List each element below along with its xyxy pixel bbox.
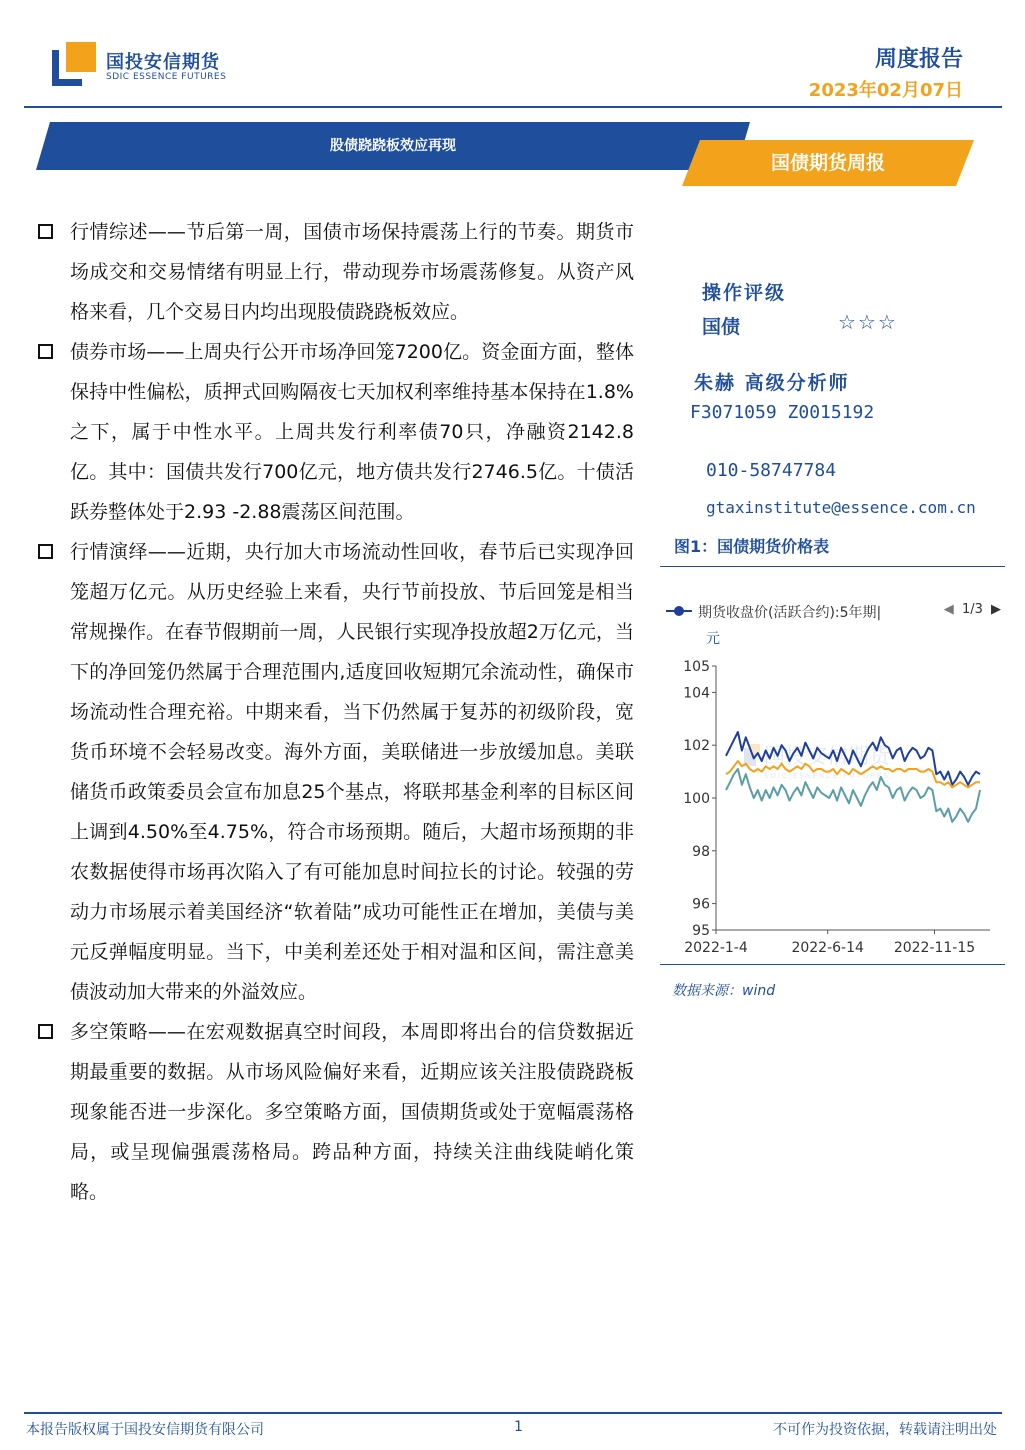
header-divider: [24, 106, 1002, 108]
square-bullet-icon: [38, 224, 53, 239]
paragraph-bond-market: [36, 332, 634, 532]
figure-divider-bottom: [660, 964, 1005, 965]
legend-line-marker-icon: [666, 604, 692, 618]
figure-divider-top: [660, 566, 1005, 567]
legend-page-count: 1/3: [961, 602, 983, 617]
logo-cn-text: 国投安信期货: [106, 52, 220, 73]
square-bullet-icon: [38, 1024, 53, 1039]
paragraph-text: 行情演绎——近期，央行加大市场流动性回收，春节后已实现净回笼超万亿元。从历史经验上来看，央行节前投放、节后回笼是相当常规操作。在春节假期前一周，人民银行实现净投放超2万亿元，当下的净回笼仍然属于合理范围内,适度回收短期冗余流动性，确保市场流动性合理充裕。中期来看，当下仍然属于复苏的初级阶段，宽货币环境不会轻易改变。海外方面，美联储进一步放缓加息。美联储货币政策委员会宣布加息25个基点，将联邦基金利率的目标区间上调到4.50%至4.75%，符合市场预期。随后，大超市场预期的非农数据使得市场再次陷入了有可能加息时间拉长的讨论。较强的劳动力市场展示着美国经济“软着陆”成功可能性正在增加，美债与美元反弹幅度明显。当下，中美利差还处于相对温和区间，需注意美债波动加大带来的外溢效应。: [70, 541, 634, 1003]
footer-copyright: 本报告版权属于国投安信期货有限公司: [26, 1422, 264, 1438]
watermark-text: 国投安信期货: [764, 744, 890, 768]
legend-series-label: 期货收盘价(活跃合约):5年期|: [698, 605, 882, 621]
legend-prev-icon[interactable]: ◀: [943, 602, 954, 617]
paragraph-strategy: [36, 1012, 634, 1212]
y-tick-label: 100: [683, 791, 710, 807]
x-tick-label: 2022-1-4: [684, 940, 748, 956]
futures-price-chart: [660, 594, 1005, 964]
paragraph-text: 债券市场——上周央行公开市场净回笼7200亿。资金面方面，整体保持中性偏松，质押式回购隔夜七天加权利率维持基本保持在1.8%之下，属于中性水平。上周共发行利率债70只，净融资2142.8亿。其中：国债共发行700亿元，地方债共发行2746.5亿。十债活跃券整体处于2.93 -2.88震荡区间范围。: [70, 341, 634, 523]
paragraph-market-summary: [36, 212, 634, 332]
logo-mark-icon: [52, 42, 96, 86]
report-title: 股债跷跷板效应再现: [330, 138, 456, 154]
chart-plot: [660, 650, 1005, 964]
report-category: 国债期货周报: [770, 152, 885, 174]
legend-next-icon[interactable]: ▶: [991, 602, 1001, 617]
chart-unit-label: 元: [706, 631, 720, 647]
y-tick-label: 104: [683, 685, 710, 702]
analyst-email[interactable]: gtaxinstitute@essence.com.cn: [706, 498, 976, 517]
y-tick-label: 105: [683, 659, 710, 675]
company-logo: [52, 40, 232, 88]
analyst-phone: 010-58747784: [706, 460, 837, 481]
rating-label: 操作评级: [702, 282, 787, 304]
report-date: 2023年02月07日: [808, 80, 963, 101]
report-body: [36, 212, 634, 1212]
y-tick-label: 95: [692, 923, 710, 939]
x-tick-label: 2022-6-14: [791, 940, 864, 956]
y-tick-label: 98: [692, 843, 710, 860]
paragraph-text: 行情综述——节后第一周，国债市场保持震荡上行的节奏。期货市场成交和交易情绪有明显上行，带动现券市场震荡修复。从资产风格来看，几个交易日内均出现股债跷跷板效应。: [70, 221, 634, 323]
rating-stars-icon: ☆☆☆: [838, 310, 898, 334]
legend-pager[interactable]: [944, 602, 1001, 617]
analyst-name: 朱赫 高级分析师: [694, 372, 850, 394]
analyst-ids: F3071059 Z0015192: [690, 402, 875, 423]
footer-page-number: 1: [514, 1419, 523, 1435]
rating-item: 国债: [702, 316, 741, 338]
y-tick-label: 102: [683, 738, 710, 755]
chart-legend: [660, 600, 1005, 624]
square-bullet-icon: [38, 344, 53, 359]
paragraph-market-evolution: [36, 532, 634, 1012]
square-bullet-icon: [38, 544, 53, 559]
watermark-en-text: SDIC ESSENCE FUTURES: [764, 772, 890, 780]
figure-title: 图1：国债期货价格表: [674, 537, 830, 556]
footer-disclaimer: 不可作为投资依据，转载请注明出处: [773, 1422, 997, 1438]
figure-source: 数据来源：wind: [672, 983, 776, 999]
report-type: 周度报告: [874, 47, 963, 72]
x-tick-label: 2022-11-15: [893, 940, 976, 956]
y-tick-label: 96: [692, 896, 710, 913]
logo-en-text: SDIC ESSENCE FUTURES: [106, 72, 227, 82]
footer-divider: [24, 1412, 1002, 1414]
paragraph-text: 多空策略——在宏观数据真空时间段，本周即将出台的信贷数据近期最重要的数据。从市场风险偏好来看，近期应该关注股债跷跷板现象能否进一步深化。多空策略方面，国债期货或处于宽幅震荡格局，或呈现偏强震荡格局。跨品种方面，持续关注曲线陡峭化策略。: [70, 1021, 634, 1203]
